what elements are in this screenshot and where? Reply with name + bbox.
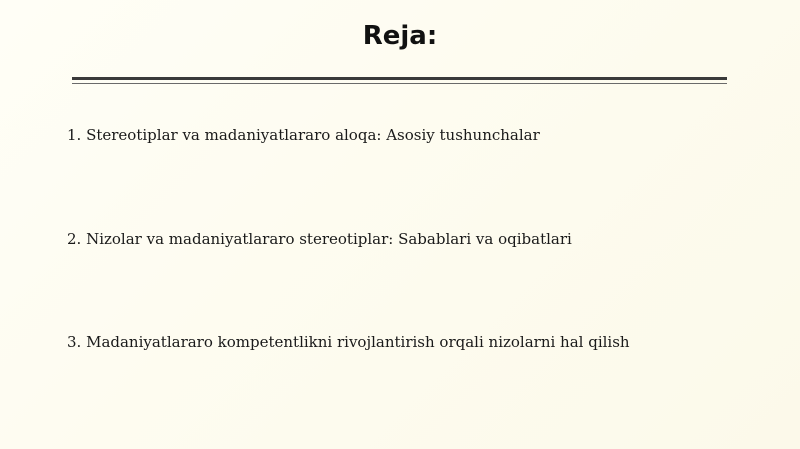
plan-item-2: 2. Nizolar va madaniyatlararo stereotiplar: Sabablari va oqibatlari (67, 230, 572, 248)
plan-item-3: 3. Madaniyatlararo kompetentlikni rivojlantirish orqali nizolarni hal qilish (67, 333, 630, 351)
plan-item-1: 1. Stereotiplar va madaniyatlararo aloqa: Asosiy tushunchalar (67, 126, 540, 144)
title-divider-thin (72, 83, 727, 84)
slide-title: Reja: (362, 21, 438, 51)
title-divider-thick (72, 77, 727, 80)
